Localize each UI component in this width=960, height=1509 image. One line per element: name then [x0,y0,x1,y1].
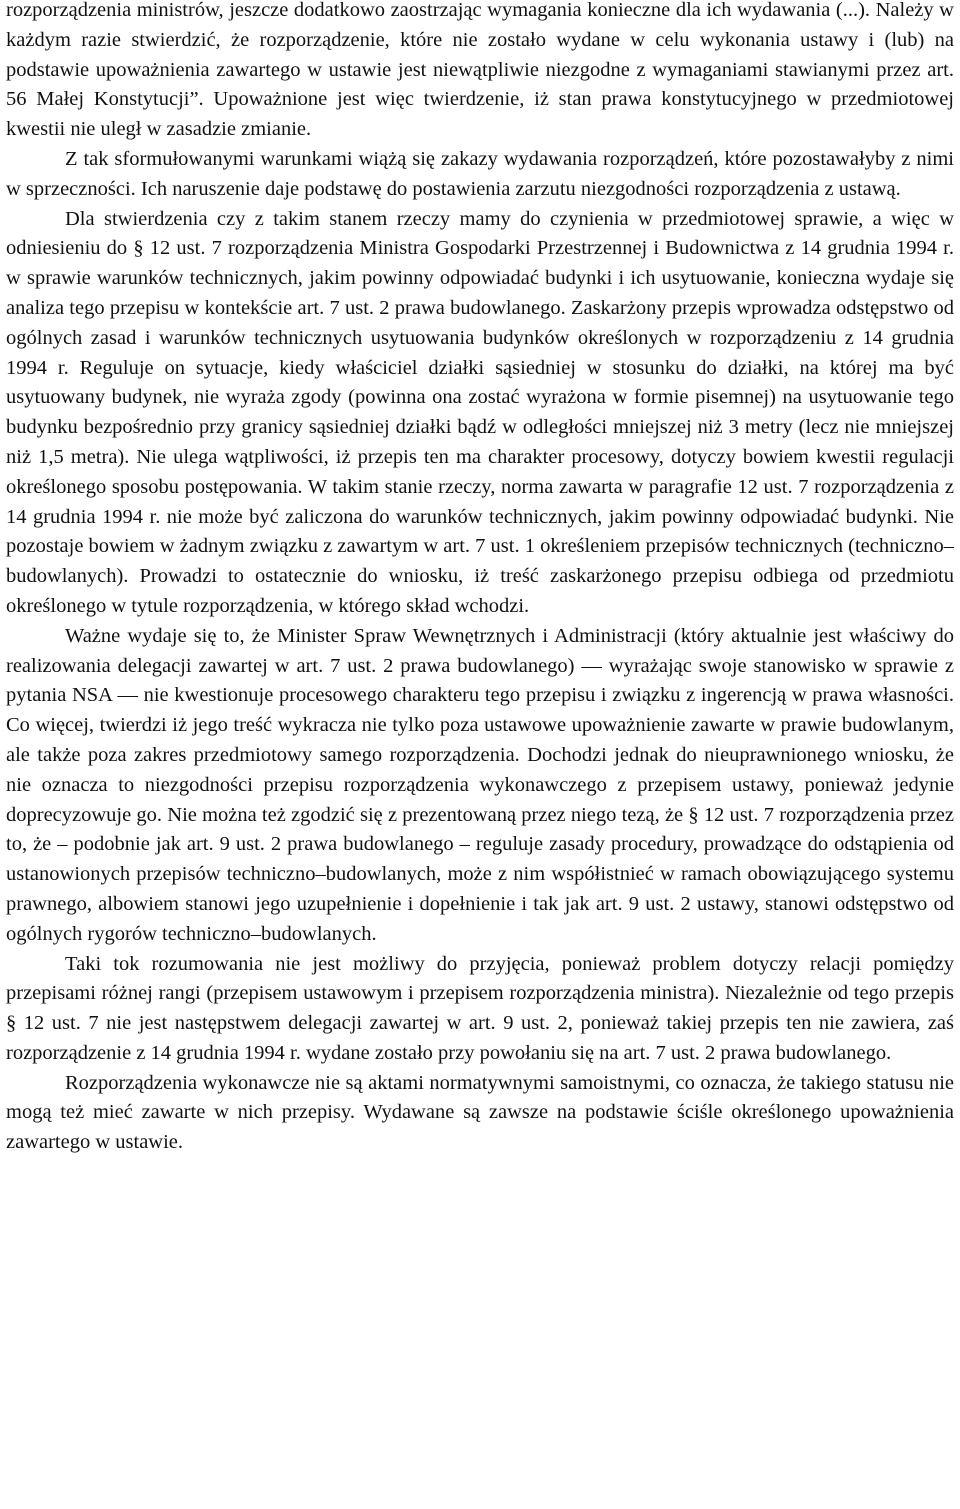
paragraph-4: Ważne wydaje się to, że Minister Spraw Wewnętrznych i Administracji (który aktualnie jest właściwy do realizowania delegacji zawartej w art. 7 ust. 2 prawa budowlanego) — wyrażając swoje stanowisko w sprawie z pytania NSA — nie kwestionuje procesowego charakteru tego przepisu i związku z ingerencją w prawa własności. Co więcej, twierdzi iż jego treść wykracza nie tylko poza ustawowe upoważnienie zawarte w prawie budowlanym, ale także poza zakres przedmiotowy samego rozporządzenia. Dochodzi jednak do nieuprawnionego wniosku, że nie oznacza to niezgodności przepisu rozporządzenia wykonawczego z przepisem ustawy, ponieważ jedynie doprecyzowuje go. Nie można też zgodzić się z prezentowaną przez niego tezą, że § 12 ust. 7 rozporządzenia przez to, że – podobnie jak art. 9 ust. 2 prawa budowlanego – reguluje zasady procedury, prowadzące do odstąpienia od ustanowionych przepisów techniczno–budowlanych, może z nim współistnieć w ramach obowiązującego systemu prawnego, albowiem stanowi jego uzupełnienie i dopełnienie i tak jak art. 9 ust. 2 ustawy, stanowi odstępstwo od ogólnych rygorów techniczno–budowlanych. [6,624,954,945]
paragraph-3: Dla stwierdzenia czy z takim stanem rzeczy mamy do czynienia w przedmiotowej sprawie, a więc w odniesieniu do § 12 ust. 7 rozporządzenia Ministra Gospodarki Przestrzennej i Budownictwa z 14 grudnia 1994 r. w sprawie warunków technicznych, jakim powinny odpowiadać budynki i ich usytuowanie, konieczna wydaje się analiza tego przepisu w kontekście art. 7 ust. 2 prawa budowlanego. Zaskarżony przepis wprowadza odstępstwo od ogólnych zasad i warunków technicznych usytuowania budynków określonych w rozporządzeniu z 14 grudnia 1994 r. Reguluje on sytuacje, kiedy właściciel działki sąsiedniej w stosunku do działki, na której ma być usytuowany budynek, nie wyraża zgody (powinna ona zostać wyrażona w formie pisemnej) na usytuowanie tego budynku bezpośrednio przy granicy sąsiedniej działki bądź w odległości mniejszej niż 3 metry (lecz nie mniejszej niż 1,5 metra). Nie ulega wątpliwości, iż przepis ten ma charakter procesowy, dotyczy bowiem kwestii regulacji określonego sposobu postępowania. W takim stanie rzeczy, norma zawarta w paragrafie 12 ust. 7 rozporządzenia z 14 grudnia 1994 r. nie może być zaliczona do warunków technicznych, jakim powinny odpowiadać budynki. Nie pozostaje bowiem w żadnym związku z zawartym w art. 7 ust. 1 określeniem przepisów technicznych (techniczno–budowlanych). Prowadzi to ostatecznie do wniosku, iż treść zaskarżonego przepisu odbiega od przedmiotu określonego w tytule rozporządzenia, w którego skład wchodzi. [6,207,954,617]
paragraph-6: Rozporządzenia wykonawcze nie są aktami normatywnymi samoistnymi, co oznacza, że takiego statusu nie mogą też mieć zawarte w nich przepisy. Wydawane są zawsze na podstawie ściśle określonego upoważnienia zawartego w ustawie. [6,1071,954,1154]
paragraph-5: Taki tok rozumowania nie jest możliwy do przyjęcia, ponieważ problem dotyczy relacji pomiędzy przepisami różnej rangi (przepisem ustawowym i przepisem rozporządzenia ministra). Niezależnie od tego przepis § 12 ust. 7 nie jest następstwem delegacji zawartej w art. 9 ust. 2, ponieważ takiej przepis ten nie zawiera, zaś rozporządzenie z 14 grudnia 1994 r. wydane zostało przy powołaniu się na art. 7 ust. 2 prawa budowlanego. [6,952,954,1064]
paragraph-1: rozporządzenia ministrów, jeszcze dodatkowo zaostrzając wymagania konieczne dla ich wydawania (...). Należy w każdym razie stwierdzić, że rozporządzenie, które nie zostało wydane w celu wykonania ustawy i (lub) na podstawie upoważnienia zawartego w ustawie jest niewątpliwie niezgodne z wymaganiami stawianymi przez art. 56 Małej Konstytucji”. Upoważnione jest więc twierdzenie, iż stan prawa konstytucyjnego w przedmiotowej kwestii nie uległ w zasadzie zmianie. [6,0,954,141]
paragraph-2: Z tak sformułowanymi warunkami wiążą się zakazy wydawania rozporządzeń, które pozostawałyby z nimi w sprzeczności. Ich naruszenie daje podstawę do postawienia zarzutu niezgodności rozporządzenia z ustawą. [6,147,954,200]
